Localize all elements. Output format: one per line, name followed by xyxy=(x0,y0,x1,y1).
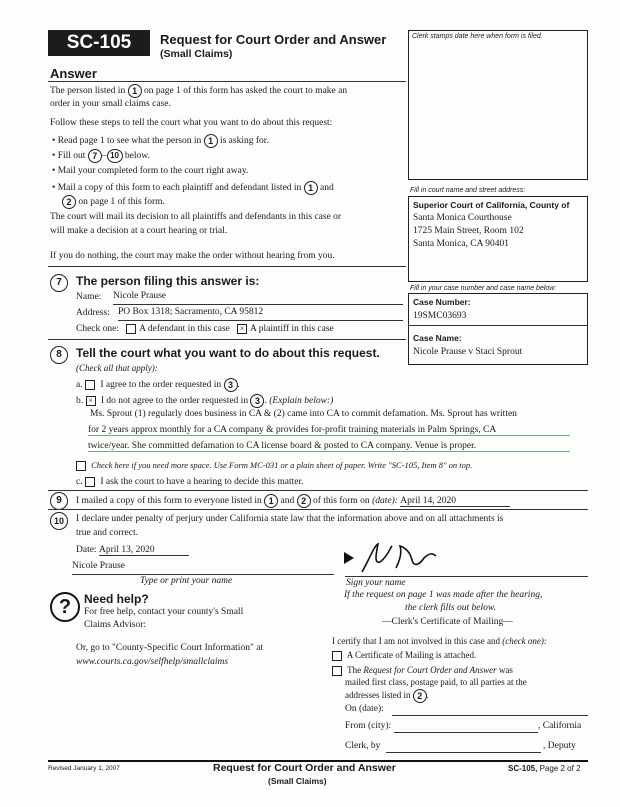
mailing-note-1: If the request on page 1 was made after the hearing, xyxy=(344,590,543,600)
case-number[interactable]: 19SMC03693 xyxy=(413,311,467,321)
marker-1: 1 xyxy=(264,494,278,508)
answer-p1 xyxy=(50,84,347,98)
s9-text xyxy=(76,494,510,508)
section-7-heading: The person filing this answer is: xyxy=(76,274,260,288)
bullet-2-text: Fill out xyxy=(57,151,86,162)
s10-printed-name[interactable]: Nicole Prause xyxy=(72,561,334,575)
plaintiff-checkbox[interactable]: × xyxy=(237,324,247,334)
plaintiff-label: A plaintiff in this case xyxy=(250,324,334,335)
option-b-letter: b. xyxy=(76,396,84,407)
mailing-note-2: the clerk fills out below. xyxy=(405,603,496,613)
marker-3: 3 xyxy=(224,378,238,392)
more-space-checkbox[interactable] xyxy=(76,461,86,471)
answer-p2: Follow these steps to tell the court what you want to do about this request: xyxy=(50,118,333,128)
check-one-label: (check one): xyxy=(502,636,547,646)
answer-bottom-rule xyxy=(48,266,406,267)
section-8-number: 8 xyxy=(50,346,68,364)
more-space-label: Check here if you need more space. Use Form MC-031 or a plain sheet of paper. Write "SC-105, Item 8" on top. xyxy=(91,460,473,470)
marker-2: 2 xyxy=(413,689,427,703)
s8-check-all: (Check all that apply): xyxy=(76,363,158,373)
court-city[interactable]: Santa Monica, CA 90401 xyxy=(413,239,510,249)
option-c-letter: c. xyxy=(76,477,83,488)
s9-date-label: (date): xyxy=(372,496,398,507)
s9-text-a: I mailed a copy of this form to everyone listed in xyxy=(76,496,262,507)
clerk-by-field[interactable] xyxy=(386,752,541,753)
answer-bullet-4: • Mail a copy of this form to each plaintiff and defendant listed in 1 and xyxy=(52,183,334,194)
answer-p4: If you do nothing, the court may make the order without hearing from you. xyxy=(50,251,335,261)
marker-3: 3 xyxy=(250,394,264,408)
court-caption: Fill in court name and street address: xyxy=(410,187,526,194)
s10-text-2: true and correct. xyxy=(76,528,138,538)
marker-1: 1 xyxy=(128,84,142,98)
disagree-checkbox[interactable]: × xyxy=(86,396,96,406)
mailed-label-b: was xyxy=(498,665,513,675)
bullet-4-text: Mail a copy of this form to each plaintiff and defendant listed in xyxy=(57,183,302,194)
hearing-label: I ask the court to have a hearing to decide this matter. xyxy=(100,477,304,488)
court-street[interactable]: 1725 Main Street, Room 102 xyxy=(413,226,524,236)
mailed-title: Request for Court Order and Answer xyxy=(363,665,497,675)
s10-text-1: I declare under penalty of perjury under California state law that the information above and on all attachments is xyxy=(76,514,504,524)
s8-bottom-rule xyxy=(48,490,588,491)
court-box xyxy=(408,196,588,282)
s8-option-b: b. × I do not agree to the order requested in 3 . (Explain below:) xyxy=(76,396,334,407)
s10-date-row xyxy=(76,545,189,556)
answer-bullet-1: • Read page 1 to see what the person in 1 is asking for. xyxy=(52,136,269,147)
s9-date-field[interactable]: April 14, 2020 xyxy=(400,496,510,507)
answer-heading-rule xyxy=(48,81,406,82)
signature-stroke xyxy=(362,544,436,572)
s9-text-c: of this form on xyxy=(312,496,370,507)
defendant-label: A defendant in this case xyxy=(139,324,230,335)
mailed-label-d: addresses listed in xyxy=(345,690,411,701)
signature[interactable] xyxy=(340,538,450,578)
s10-name-caption: Type or print your name xyxy=(140,576,233,586)
help-line-3: Or, go to "County-Specific Court Information" at xyxy=(76,643,264,653)
marker-2: 2 xyxy=(297,494,311,508)
s7-address-field[interactable]: PO Box 1318; Sacramento, CA 95812 xyxy=(118,307,403,321)
answer-bullet-2: • Fill out 7 – 10 below. xyxy=(52,151,150,162)
explain-line-3[interactable]: twice/year. She committed defamation to CA license board & posted to CA company. Venue is proper. xyxy=(88,441,570,452)
footer-page-ref: SC-105, xyxy=(508,764,538,773)
help-icon: ? xyxy=(50,592,80,622)
mailing-option-2 xyxy=(332,665,513,676)
mailed-checkbox[interactable] xyxy=(332,666,342,676)
section-7-number: 7 xyxy=(50,274,68,292)
mailing-on-date: On (date): xyxy=(345,704,384,714)
case-box xyxy=(408,293,588,365)
s9-bottom-rule xyxy=(48,509,588,510)
s10-date-label: Date: xyxy=(76,545,97,555)
court-heading: Superior Court of California, County of xyxy=(413,200,570,210)
defendant-checkbox[interactable] xyxy=(126,324,136,334)
help-url[interactable]: www.courts.ca.gov/selfhelp/smallclaims xyxy=(76,657,229,667)
mailing-state: , California xyxy=(538,721,582,731)
explain-line-2[interactable]: for 2 years approx monthly for a CA company & provides for-profit training materials in Palm Springs, CA xyxy=(88,425,570,436)
section-10-number: 10 xyxy=(50,512,68,530)
help-line-2: Claims Advisor: xyxy=(84,620,147,630)
option-a-letter: a. xyxy=(76,380,83,391)
bullet-1-text: Read page 1 to see what the person in xyxy=(57,136,202,147)
s7-address-label: Address: xyxy=(76,308,110,318)
marker-7: 7 xyxy=(88,149,102,163)
bullet-1-text-b: is asking for. xyxy=(219,136,269,147)
help-line-1: For free help, contact your county's Small xyxy=(84,607,244,617)
answer-bullet-4-cont xyxy=(62,195,165,209)
mailing-clerk-by: Clerk, by xyxy=(345,741,381,751)
s8-more-space xyxy=(76,460,472,471)
answer-p1b: on page 1 of this form has asked the court to make an xyxy=(143,86,348,97)
s7-check-row xyxy=(76,324,334,334)
signature-line xyxy=(345,576,588,577)
agree-checkbox[interactable] xyxy=(85,380,95,390)
mailing-option-2c: mailed first class, postage paid, to all parties at the xyxy=(345,677,527,687)
mailed-label-a: The xyxy=(347,665,362,675)
bullet-3-text: Mail your completed form to the court right away. xyxy=(57,166,249,176)
mailing-deputy: , Deputy xyxy=(543,741,576,751)
bullet-2-text-b: below. xyxy=(124,151,150,162)
answer-bullet-3: • Mail your completed form to the court right away. xyxy=(52,166,249,176)
section-9-number: 9 xyxy=(50,492,68,510)
s7-name-label: Name: xyxy=(76,292,102,302)
answer-p1a: The person listed in xyxy=(50,86,126,97)
form-title: Request for Court Order and Answer xyxy=(160,32,387,47)
answer-p3a: The court will mail its decision to all plaintiffs and defendants in this case or xyxy=(50,212,342,222)
clerk-stamp-box xyxy=(408,30,588,180)
s8-option-c xyxy=(76,477,303,487)
court-name[interactable]: Santa Monica Courthouse xyxy=(413,213,512,223)
footer-subtitle: (Small Claims) xyxy=(268,776,327,786)
s7-check-label: Check one: xyxy=(76,324,120,335)
mailing-certify xyxy=(332,636,547,646)
answer-heading: Answer xyxy=(50,66,97,81)
marker-1: 1 xyxy=(204,134,218,148)
case-divider xyxy=(409,325,587,326)
case-name-label: Case Name: xyxy=(413,333,462,343)
footer-page xyxy=(508,764,581,773)
certify-text: I certify that I am not involved in this case and xyxy=(332,636,500,646)
s7-bottom-rule xyxy=(48,339,406,340)
from-city-field[interactable] xyxy=(394,732,538,733)
case-number-label: Case Number: xyxy=(413,297,471,307)
s9-text-b: and xyxy=(280,496,295,507)
marker-1: 1 xyxy=(304,181,318,195)
explain-label: (Explain below:) xyxy=(269,396,334,407)
answer-p3b: will make a decision at a court hearing or trial. xyxy=(50,226,228,236)
on-date-field[interactable] xyxy=(392,715,588,716)
s10-sign-caption: Sign your name xyxy=(346,578,406,588)
certificate-attached-label: A Certificate of Mailing is attached. xyxy=(346,650,477,660)
answer-p1c: order in your small claims case. xyxy=(50,99,171,109)
explain-line-1[interactable]: Ms. Sprout (1) regularly does business in CA & (2) came into CA to commit defamation. Ms. Sprout has written xyxy=(90,409,517,419)
form-subtitle: (Small Claims) xyxy=(160,48,233,60)
s7-name-field[interactable]: Nicole Prause xyxy=(113,291,403,305)
bullet-4-text-c: on page 1 of this form. xyxy=(78,197,165,208)
clerk-stamp-caption: Clerk stamps date here when form is filed. xyxy=(412,33,543,40)
certificate-attached-checkbox[interactable] xyxy=(332,651,342,661)
agree-label: I agree to the order requested in xyxy=(100,380,222,391)
section-8-heading: Tell the court what you want to do about this request. xyxy=(76,346,380,360)
s8-option-a: a. I agree to the order requested in 3 . xyxy=(76,380,240,391)
help-heading: Need help? xyxy=(84,592,149,606)
hearing-checkbox[interactable] xyxy=(85,477,95,487)
form-id: SC-105 xyxy=(48,30,150,56)
disagree-label: I do not agree to the order requested in xyxy=(100,396,249,407)
mailing-from-city: From (city): xyxy=(345,721,392,731)
bullet-4-text-b: and xyxy=(320,183,334,194)
s10-date-field[interactable]: April 13, 2020 xyxy=(99,545,189,556)
case-name[interactable]: Nicole Prause v Staci Sprout xyxy=(413,347,523,357)
marker-10: 10 xyxy=(107,149,123,163)
footer-revised: Revised January 1, 2007 xyxy=(48,765,120,772)
mailing-heading: —Clerk's Certificate of Mailing— xyxy=(382,617,513,627)
signature-arrow xyxy=(344,552,354,564)
footer-page-number: Page 2 of 2 xyxy=(539,764,581,773)
mailing-option-2d: addresses listed in 2 . xyxy=(345,690,429,701)
mailing-option-1 xyxy=(332,650,476,661)
case-caption: Fill in your case number and case name below: xyxy=(410,285,557,292)
marker-2: 2 xyxy=(62,195,76,209)
footer-title: Request for Court Order and Answer xyxy=(213,762,396,774)
